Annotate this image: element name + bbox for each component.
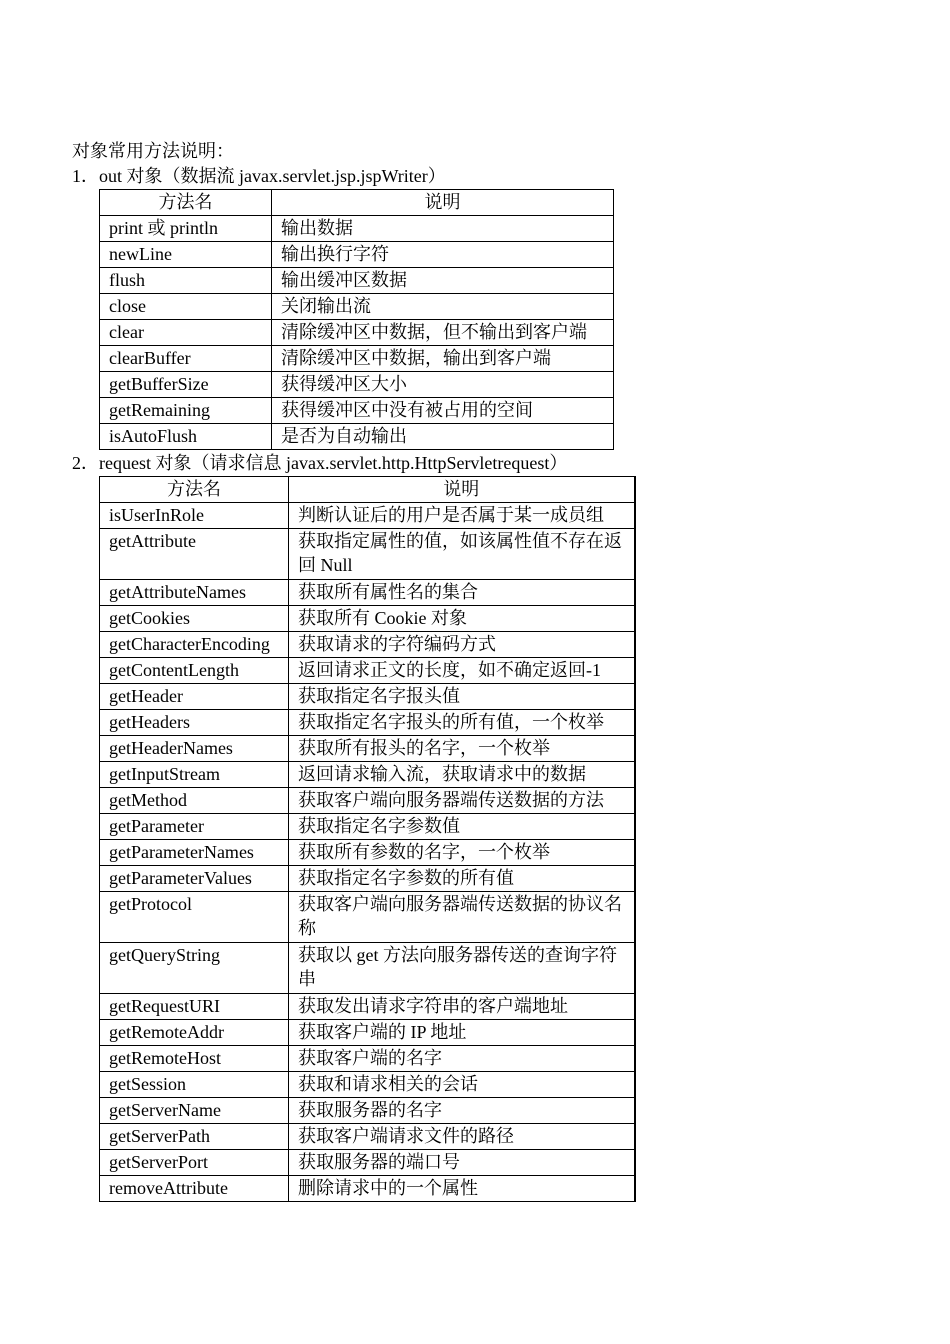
method-description: 获取所有属性名的集合	[289, 580, 635, 606]
method-description: 获取指定名字参数值	[289, 814, 635, 840]
column-header-description: 说明	[289, 477, 635, 503]
method-name: getContentLength	[100, 658, 289, 684]
table-row	[100, 1046, 635, 1072]
method-description: 输出缓冲区数据	[272, 268, 614, 294]
table-row	[100, 606, 635, 632]
method-description: 删除请求中的一个属性	[289, 1176, 635, 1202]
table-row	[100, 294, 614, 320]
method-description: 获取和请求相关的会话	[289, 1072, 635, 1098]
method-description: 输出数据	[272, 216, 614, 242]
column-header-method: 方法名	[100, 477, 289, 503]
method-description: 获取客户端向服务器端传送数据的方法	[289, 788, 635, 814]
method-name: clearBuffer	[100, 346, 272, 372]
method-name: getMethod	[100, 788, 289, 814]
table-row	[100, 1176, 635, 1202]
method-description: 清除缓冲区中数据，输出到客户端	[272, 346, 614, 372]
method-description: 返回请求正文的长度，如不确定返回-1	[289, 658, 635, 684]
method-description: 关闭输出流	[272, 294, 614, 320]
method-description: 获取以 get 方法向服务器传送的查询字符串	[289, 943, 635, 994]
table-header-row	[100, 190, 614, 216]
method-name: getInputStream	[100, 762, 289, 788]
table-row	[100, 814, 635, 840]
table-row	[100, 268, 614, 294]
method-name: getHeaderNames	[100, 736, 289, 762]
method-name: isAutoFlush	[100, 424, 272, 450]
method-description: 获取发出请求字符串的客户端地址	[289, 994, 635, 1020]
table-row	[100, 1072, 635, 1098]
table-row	[100, 994, 635, 1020]
intro-text: 对象常用方法说明：	[72, 141, 234, 161]
method-description: 获取指定名字报头值	[289, 684, 635, 710]
method-name: getRemoteHost	[100, 1046, 289, 1072]
method-name: getHeaders	[100, 710, 289, 736]
table-row	[100, 762, 635, 788]
table-row	[100, 658, 635, 684]
method-description: 获取客户端的名字	[289, 1046, 635, 1072]
method-description: 获得缓冲区中没有被占用的空间	[272, 398, 614, 424]
method-name: clear	[100, 320, 272, 346]
table-row	[100, 684, 635, 710]
table-row	[100, 346, 614, 372]
method-name: getServerPath	[100, 1124, 289, 1150]
method-description: 获取客户端向服务器端传送数据的协议名称	[289, 892, 635, 943]
table-row	[100, 529, 635, 580]
method-name: getQueryString	[100, 943, 289, 994]
table-header-row	[100, 477, 635, 503]
method-name: removeAttribute	[100, 1176, 289, 1202]
method-name: getServerName	[100, 1098, 289, 1124]
table-row	[100, 216, 614, 242]
method-description: 获取请求的字符编码方式	[289, 632, 635, 658]
table-row	[100, 892, 635, 943]
method-name: newLine	[100, 242, 272, 268]
method-name: getBufferSize	[100, 372, 272, 398]
method-description: 获取指定属性的值，如该属性值不存在返回 Null	[289, 529, 635, 580]
method-description: 获取指定名字参数的所有值	[289, 866, 635, 892]
table-row	[100, 424, 614, 450]
out-methods-table	[99, 189, 614, 450]
table-row	[100, 866, 635, 892]
table-row	[100, 320, 614, 346]
method-name: getAttribute	[100, 529, 289, 580]
method-name: getRequestURI	[100, 994, 289, 1020]
method-description: 获取客户端请求文件的路径	[289, 1124, 635, 1150]
method-description: 判断认证后的用户是否属于某一成员组	[289, 503, 635, 529]
column-header-method: 方法名	[100, 190, 272, 216]
method-name: getRemoteAddr	[100, 1020, 289, 1046]
method-name: getProtocol	[100, 892, 289, 943]
method-description: 获取服务器的名字	[289, 1098, 635, 1124]
method-name: getServerPort	[100, 1150, 289, 1176]
method-name: getSession	[100, 1072, 289, 1098]
method-name: getCharacterEncoding	[100, 632, 289, 658]
table-row	[100, 943, 635, 994]
method-description: 获取指定名字报头的所有值，一个枚举	[289, 710, 635, 736]
method-name: close	[100, 294, 272, 320]
method-description: 清除缓冲区中数据，但不输出到客户端	[272, 320, 614, 346]
table-row	[100, 1124, 635, 1150]
method-description: 输出换行字符	[272, 242, 614, 268]
method-name: getCookies	[100, 606, 289, 632]
method-description: 获取服务器的端口号	[289, 1150, 635, 1176]
table-row	[100, 372, 614, 398]
table-row	[100, 1020, 635, 1046]
method-name: flush	[100, 268, 272, 294]
method-name: getAttributeNames	[100, 580, 289, 606]
table-row	[100, 632, 635, 658]
method-description: 获取客户端的 IP 地址	[289, 1020, 635, 1046]
column-header-description: 说明	[272, 190, 614, 216]
method-description: 获取所有 Cookie 对象	[289, 606, 635, 632]
table-row	[100, 736, 635, 762]
method-name: getParameterNames	[100, 840, 289, 866]
table-row	[100, 503, 635, 529]
table-row	[100, 710, 635, 736]
table-row	[100, 1150, 635, 1176]
method-description: 是否为自动输出	[272, 424, 614, 450]
request-section-heading: 2．request 对象（请求信息 javax.servlet.http.HttpServletrequest）	[72, 453, 568, 473]
method-description: 返回请求输入流，获取请求中的数据	[289, 762, 635, 788]
method-description: 获取所有参数的名字，一个枚举	[289, 840, 635, 866]
table-row	[100, 840, 635, 866]
request-methods-table	[99, 476, 636, 1202]
table-row	[100, 242, 614, 268]
method-name: isUserInRole	[100, 503, 289, 529]
table-row	[100, 398, 614, 424]
method-name: getParameter	[100, 814, 289, 840]
table-row	[100, 1098, 635, 1124]
method-description: 获取所有报头的名字，一个枚举	[289, 736, 635, 762]
method-name: getParameterValues	[100, 866, 289, 892]
table-row	[100, 580, 635, 606]
method-name: getRemaining	[100, 398, 272, 424]
method-name: print 或 println	[100, 216, 272, 242]
method-description: 获得缓冲区大小	[272, 372, 614, 398]
table-row	[100, 788, 635, 814]
out-section-heading: 1．out 对象（数据流 javax.servlet.jsp.jspWriter）	[72, 166, 446, 186]
method-name: getHeader	[100, 684, 289, 710]
